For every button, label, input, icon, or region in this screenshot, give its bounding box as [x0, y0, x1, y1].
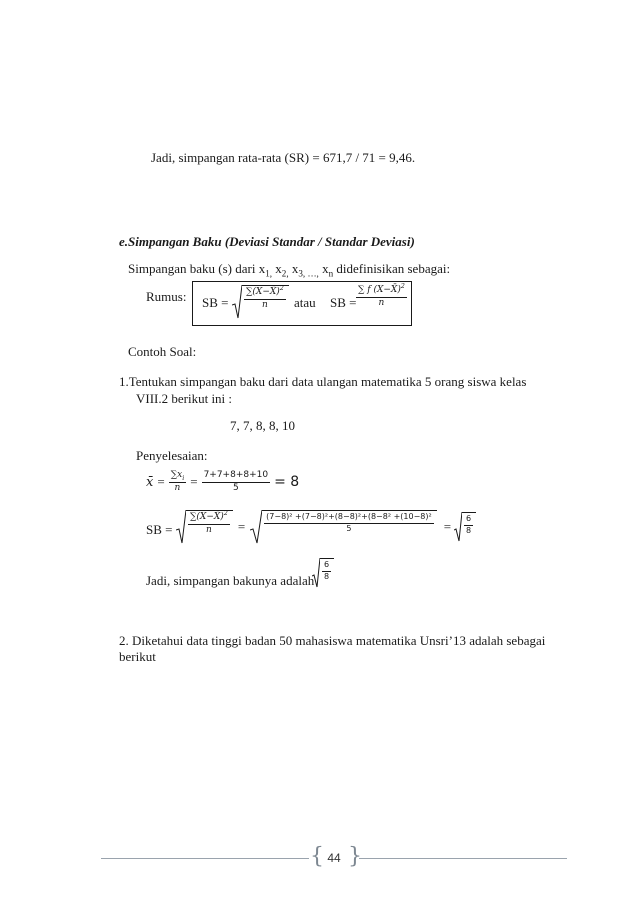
conclusion-num: 6 — [322, 561, 331, 572]
sqrt-symbol-1 — [232, 285, 289, 319]
mean-num2: 7+7+8+8+10 — [202, 471, 271, 483]
rumus-formula-2 — [356, 283, 407, 309]
definition-x3: x — [288, 261, 299, 276]
rumus-num1: ∑(X−X̄) — [246, 287, 280, 297]
definition-line — [128, 261, 450, 277]
mean-numsub: i — [182, 474, 185, 482]
definition-prefix: Simpangan baku (s) dari x — [128, 261, 266, 276]
definition-x2: x — [272, 261, 282, 276]
question-2-line-2: berikut — [119, 649, 156, 664]
right-brace-icon: } — [348, 844, 362, 869]
sqrt-symbol-3 — [250, 510, 437, 544]
mean-eq2: = — [190, 474, 198, 490]
sbcalc-num: ∑(X−X̄) — [190, 512, 224, 522]
mean-formula — [146, 471, 299, 494]
section-title: e.Simpangan Baku (Deviasi Standar / Standar Deviasi) — [119, 234, 415, 249]
rumus-den2: n — [378, 297, 385, 308]
penyelesaian-label: Penyelesaian: — [136, 448, 208, 463]
sbcalc-den3: 8 — [466, 525, 472, 535]
mean-num: ∑x — [170, 470, 183, 480]
rumus-pow1: 2 — [279, 285, 284, 292]
conclusion-formula — [312, 558, 334, 588]
sbcalc-eq2: = — [443, 519, 452, 534]
sbcalc-label: SB = — [146, 522, 173, 537]
mean-xbar: x̄ — [146, 474, 154, 490]
sbcalc-eq: = — [237, 519, 246, 534]
question-1-data: 7, 7, 8, 8, 10 — [230, 418, 295, 433]
mean-den: n — [174, 482, 181, 493]
sbcalc-pow: 2 — [223, 510, 228, 517]
sqrt-symbol-5 — [312, 558, 334, 588]
question-2-line-1: 2. Diketahui data tinggi badan 50 mahasiswa matematika Unsri’13 adalah sebagai — [119, 633, 546, 648]
conclusion-den: 8 — [324, 571, 330, 581]
sbcalc-formula — [176, 510, 476, 544]
sbcalc-num3: 6 — [464, 515, 473, 526]
sr-result-line: Jadi, simpangan rata-rata (SR) = 671,7 / 71 = 9,46. — [151, 150, 416, 165]
rumus-label: Rumus: — [146, 289, 187, 304]
subscript-2: 2, — [281, 268, 289, 279]
rumus-pow2: 2 — [400, 283, 405, 290]
page-number: 44 — [327, 851, 341, 865]
rumus-atau: atau — [294, 295, 316, 310]
rumus-formula-1 — [232, 285, 289, 319]
mean-eq: = — [157, 474, 165, 490]
left-brace-icon: { — [310, 844, 324, 869]
sqrt-symbol-2 — [176, 510, 233, 544]
contoh-soal-label: Contoh Soal: — [128, 344, 197, 359]
definition-suffix: didefinisikan sebagai: — [333, 261, 451, 276]
rumus-den1: n — [262, 299, 268, 310]
conclusion-text: Jadi, simpangan bakunya adalah — [146, 573, 315, 588]
subscript-n: n — [328, 268, 334, 279]
mean-den2: 5 — [232, 482, 239, 493]
sbcalc-num2: (7−8)² +(7−8)²+(8−8)²+(8−8² +(10−8)² — [264, 513, 434, 524]
question-1-line-2: VIII.2 berikut ini : — [136, 391, 233, 406]
sqrt-symbol-4 — [454, 512, 476, 542]
footer-line-right — [359, 858, 567, 859]
rumus-sb2: SB = — [330, 295, 357, 310]
definition-xn: x — [318, 261, 329, 276]
footer-line-left — [101, 858, 309, 859]
rumus-num2: ∑ f (X−X̄) — [358, 285, 401, 295]
sbcalc-den2: 5 — [346, 523, 352, 533]
mean-result: = 8 — [274, 474, 300, 491]
subscript-3: 3, …, — [298, 268, 319, 279]
rumus-sb1: SB = — [202, 295, 229, 310]
sbcalc-den: n — [206, 524, 212, 535]
question-1-line-1: 1.Tentukan simpangan baku dari data ulangan matematika 5 orang siswa kelas — [119, 374, 527, 389]
subscript-1: 1, — [265, 268, 273, 279]
